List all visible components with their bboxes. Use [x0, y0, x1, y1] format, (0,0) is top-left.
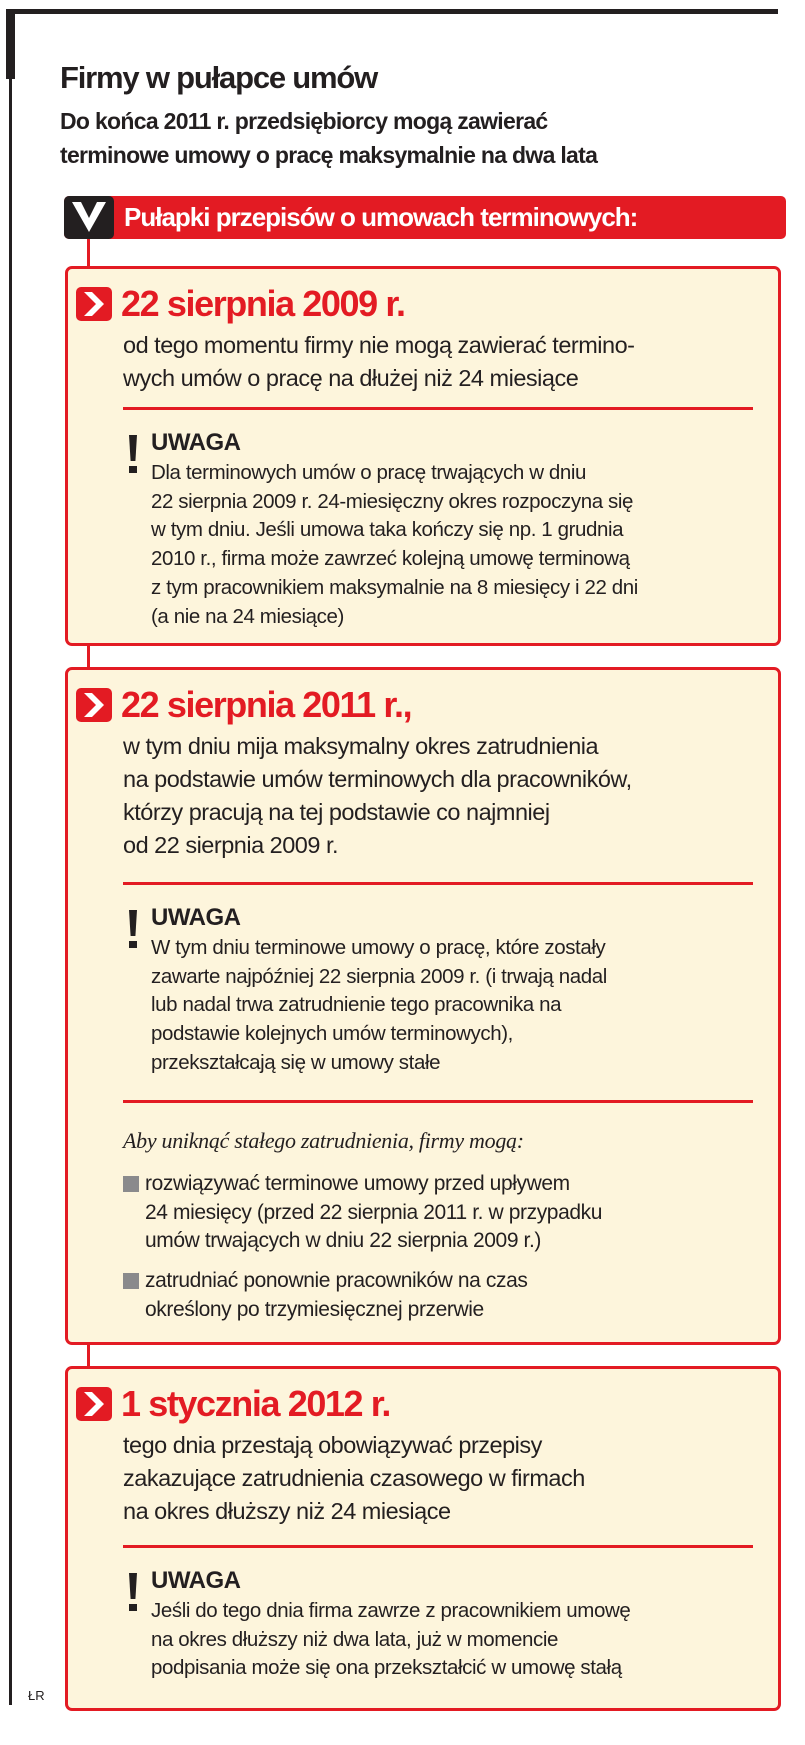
note-line: podstawie kolejnych umów terminowych), — [151, 1022, 513, 1046]
left-rule-thick — [6, 9, 15, 79]
body-line: wych umów o pracę na dłużej niż 24 miesiące — [123, 365, 579, 391]
note-line: w tym dniu. Jeśli umowa taka kończy się np. 1 grudnia — [151, 518, 624, 542]
subtitle-line: terminowe umowy o pracę maksymalnie na dwa lata — [60, 142, 598, 168]
divider — [123, 1545, 753, 1548]
exclamation-icon — [129, 910, 138, 948]
date-heading: 22 sierpnia 2011 r., — [121, 684, 412, 725]
timeline-card — [65, 266, 781, 646]
list-line: zatrudniać ponownie pracowników na czas — [145, 1269, 528, 1292]
left-rule — [9, 70, 12, 1705]
chevron-right-icon — [76, 287, 112, 321]
card-date — [76, 684, 411, 726]
card-date — [76, 1383, 390, 1425]
note-title: UWAGA — [151, 904, 241, 931]
list-item — [123, 1170, 602, 1256]
timeline-connector — [87, 239, 90, 267]
timeline-connector — [87, 644, 90, 668]
timeline-card — [65, 667, 781, 1345]
note-title: UWAGA — [151, 429, 241, 456]
options-title: Aby uniknąć stałego zatrudnienia, firmy mogą: — [123, 1128, 524, 1153]
card-body — [123, 730, 632, 862]
note-line: 2010 r., firma może zawrzeć kolejną umowę terminową — [151, 547, 630, 571]
body-line: na okres dłuższy niż 24 miesiące — [123, 1498, 451, 1524]
note-line: Dla terminowych umów o pracę trwających w dniu — [151, 461, 587, 484]
note-line: (a nie na 24 miesiące) — [151, 604, 344, 628]
chevron-down-icon — [64, 196, 114, 239]
note-title: UWAGA — [151, 1567, 241, 1594]
card-body — [123, 1429, 585, 1528]
author-initials: ŁR — [28, 1688, 45, 1703]
banner-label: Pułapki przepisów o umowach terminowych: — [124, 202, 638, 232]
subtitle — [60, 104, 597, 172]
top-rule — [8, 9, 778, 14]
list-item — [123, 1267, 527, 1324]
body-line: tego dnia przestają obowiązywać przepisy — [123, 1432, 542, 1458]
note-line: zawarte najpóźniej 22 sierpnia 2009 r. (i trwają nadal — [151, 964, 607, 988]
note-line: przekształcają się w umowy stałe — [151, 1050, 441, 1074]
body-line: w tym dniu mija maksymalny okres zatrudnienia — [123, 733, 599, 759]
section-banner — [64, 196, 786, 239]
divider — [123, 407, 753, 410]
note-line: podpisania może się ona przekształcić w umowę stałą — [151, 1656, 622, 1680]
divider — [123, 1100, 753, 1103]
list-line: umów trwających w dniu 22 sierpnia 2009 r.) — [145, 1229, 542, 1252]
body-line: od tego momentu firmy nie mogą zawierać termino- — [123, 332, 635, 358]
body-line: od 22 sierpnia 2009 r. — [123, 832, 339, 858]
timeline-connector — [87, 1343, 90, 1367]
chevron-right-icon — [76, 688, 112, 722]
note-line: Jeśli do tego dnia firma zawrze z pracownikiem umowę — [151, 1599, 631, 1622]
divider — [123, 882, 753, 885]
note-line: 22 sierpnia 2009 r. 24-miesięczny okres rozpoczyna się — [151, 489, 634, 513]
list-line: 24 miesięcy (przed 22 sierpnia 2011 r. w przypadku — [145, 1200, 603, 1224]
bullet-square-icon — [123, 1273, 139, 1289]
exclamation-icon — [129, 435, 138, 473]
date-heading: 1 stycznia 2012 r. — [121, 1383, 391, 1424]
body-line: zakazujące zatrudnienia czasowego w firmach — [123, 1465, 585, 1491]
note-line: lub nadal trwa zatrudnienie tego pracownika na — [151, 993, 562, 1017]
note-line: W tym dniu terminowe umowy o pracę, które zostały — [151, 936, 606, 959]
subtitle-line: Do końca 2011 r. przedsiębiorcy mogą zawierać — [60, 108, 548, 134]
exclamation-icon — [129, 1573, 138, 1611]
date-heading: 22 sierpnia 2009 r. — [121, 283, 405, 324]
list-line: rozwiązywać terminowe umowy przed upływem — [145, 1172, 570, 1195]
note-line: z tym pracownikiem maksymalnie na 8 miesięcy i 22 dni — [151, 575, 638, 599]
card-body — [123, 329, 635, 395]
bullet-square-icon — [123, 1176, 139, 1192]
body-line: którzy pracują na tej podstawie co najmniej — [123, 799, 550, 825]
list-line: określony po trzymiesięcznej przerwie — [145, 1297, 484, 1321]
timeline-card — [65, 1366, 781, 1711]
page-title: Firmy w pułapce umów — [60, 60, 378, 95]
body-line: na podstawie umów terminowych dla pracowników, — [123, 766, 632, 792]
note-line: na okres dłuższy niż dwa lata, już w momencie — [151, 1627, 558, 1651]
note-text — [151, 934, 607, 1078]
note-text — [151, 459, 638, 631]
note-text — [151, 1597, 630, 1683]
card-date — [76, 283, 405, 325]
chevron-right-icon — [76, 1387, 112, 1421]
